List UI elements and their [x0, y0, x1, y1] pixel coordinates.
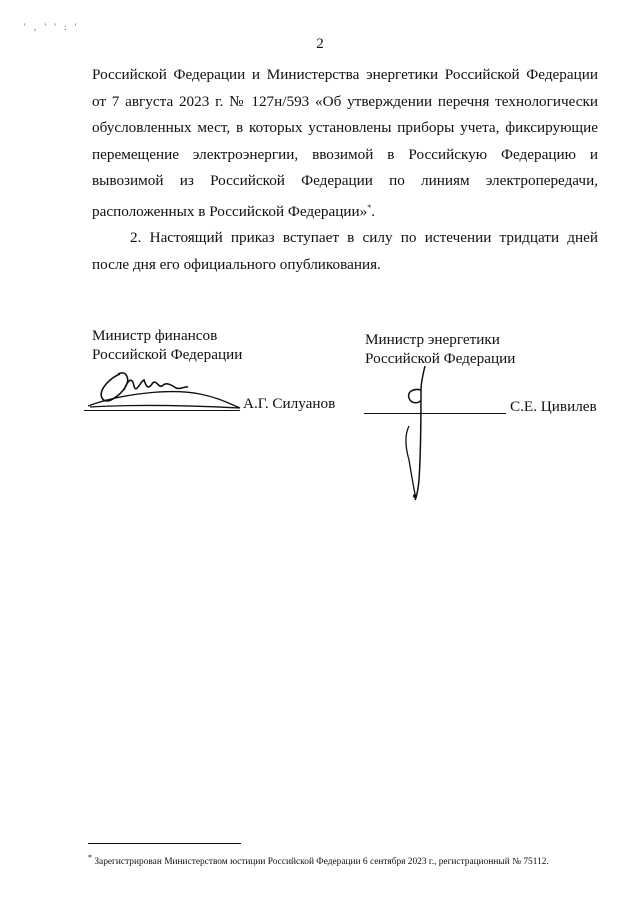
paragraph-1: Российской Федерации и Министерства энергетики Российской Федерации от 7 августа 2023 г. № 127н/593 «Об утверждении перечня технологически обусловленных мест, в которых установлены приборы учета, фиксирующие перемещение электроэнергии, ввозимой в Российскую Федерацию и вывозимой из Российской Федерации по линиям электропередачи, расположенных в Российской Федерации»*.: [92, 66, 598, 220]
page-number: 2: [316, 36, 324, 52]
paragraph-2: 2. Настоящий приказ вступает в силу по истечении тридцати дней после дня его официального опубликования.: [92, 229, 598, 273]
signature-left-handwritten: [80, 360, 245, 415]
signatory-left-title-line1: Министр финансов: [92, 327, 218, 344]
signatory-left-title: [92, 326, 342, 364]
scan-artifacts: ' , ' ' : ': [24, 22, 80, 32]
footnote: [88, 852, 618, 868]
signature-line-left: [84, 410, 240, 411]
document-body: [92, 62, 598, 278]
signature-line-right: [364, 413, 506, 414]
signatory-right-name: С.Е. Цивилев: [510, 398, 597, 415]
footnote-separator: [88, 843, 241, 844]
signatory-left-name: А.Г. Силуанов: [243, 395, 336, 412]
signature-right-handwritten: [395, 360, 440, 505]
footnote-text: Зарегистрирован Министерством юстиции Российской Федерации 6 сентября 2023 г., регистрационный № 75112.: [94, 857, 549, 868]
signatory-right-title-line2: Российской Федерации: [365, 350, 516, 367]
signatory-right-title-line1: Министр энергетики: [365, 331, 500, 348]
footnote-reference: *: [367, 202, 372, 212]
footnote-marker: *: [88, 853, 92, 862]
signatory-left-title-line2: Российской Федерации: [92, 346, 243, 363]
paragraph-1-text: Российской Федерации и Министерства энергетики Российской Федерации от 7 августа 2023 г. № 127н/593 «Об утверждении перечня технологически обусловленных мест, в которых установлены приборы учета, фиксирующие перемещение электроэнергии, ввозимой в Российскую Федерацию и вывозимой из Российской Федерации по линиям электропередачи, расположенных в Российской Федерации»: [92, 66, 598, 220]
